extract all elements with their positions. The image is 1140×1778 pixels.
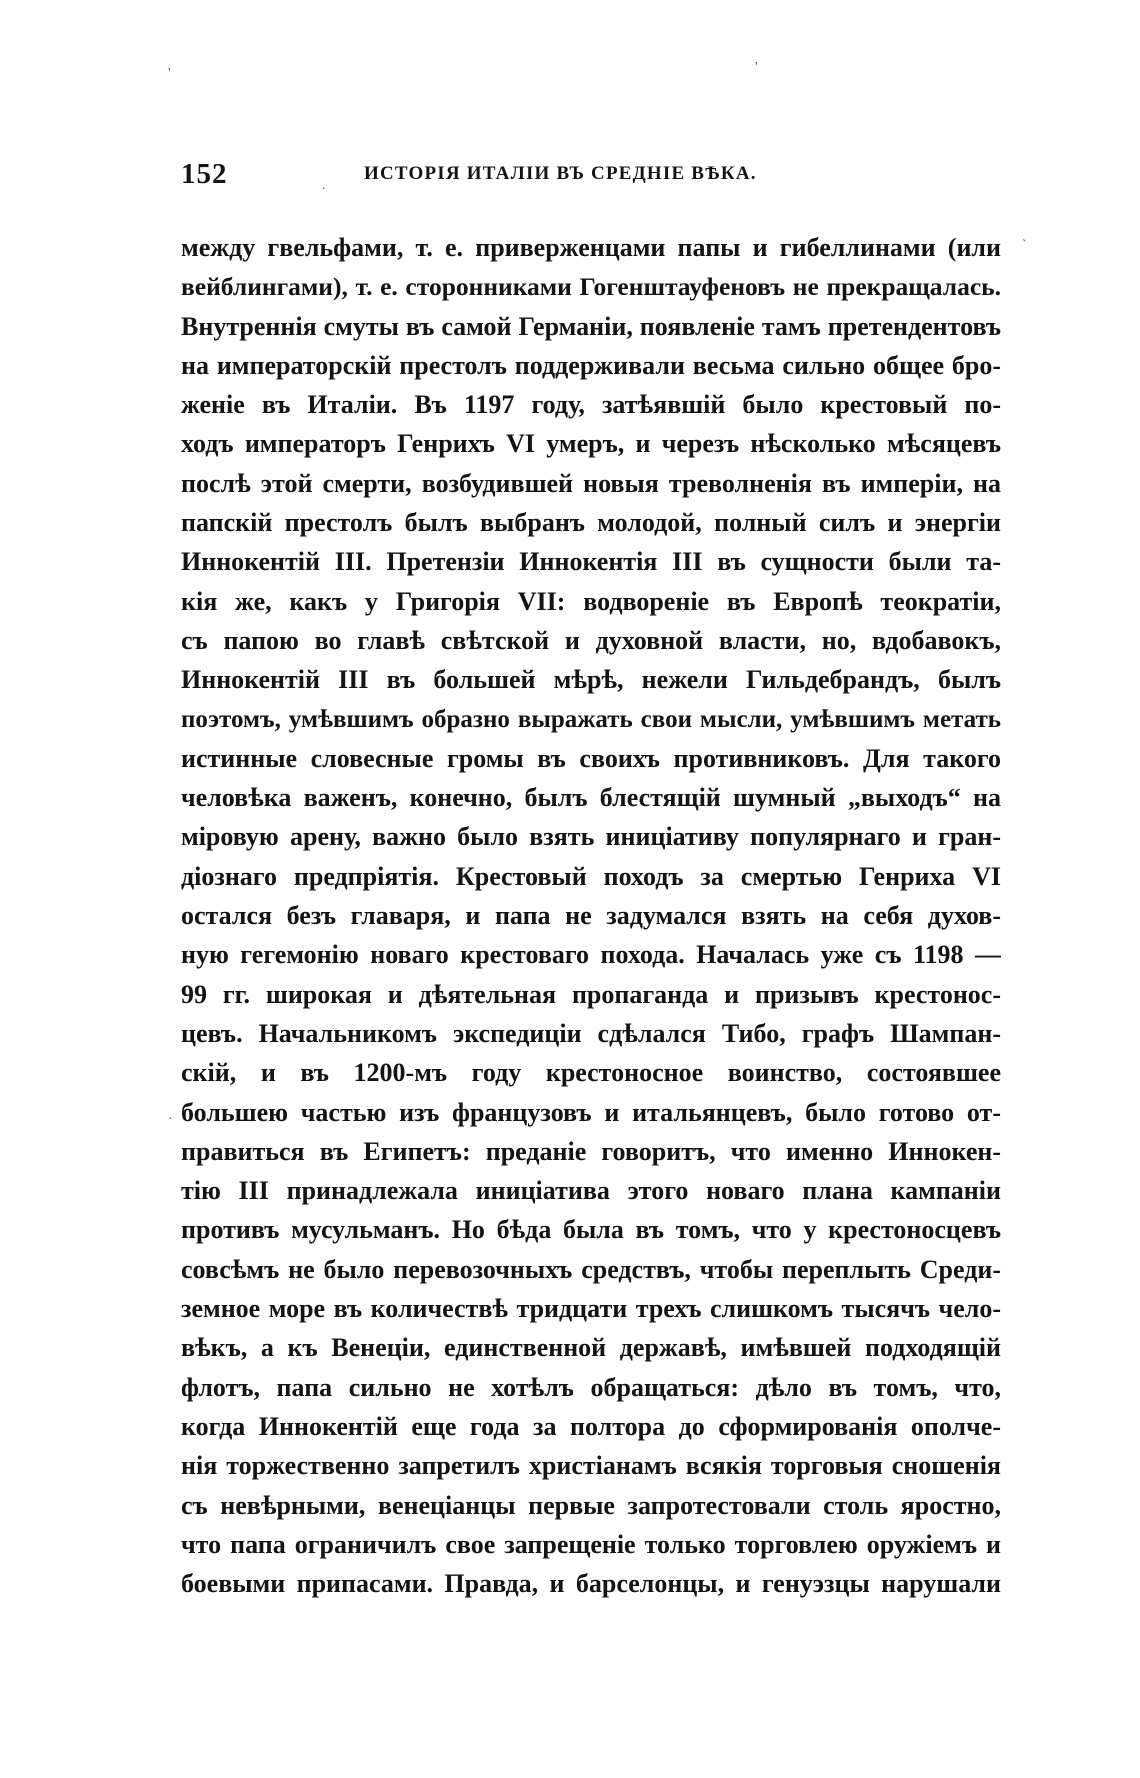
scan-speck: ˋ (1022, 238, 1027, 253)
text-line: Иннокентій III въ большей мѣрѣ, нежели Гильдебрандъ, былъ (181, 665, 1001, 695)
text-line: ходъ императоръ Генрихъ VI умеръ, и черезъ нѣсколько мѣсяцевъ (181, 429, 1001, 459)
scan-speck: · (168, 1112, 173, 1127)
text-line: противъ мусульманъ. Но бѣда была въ томъ, что у крестоносцевъ (181, 1215, 1001, 1245)
text-line: что папа ограничилъ свое запрещеніе только торговлею оружіемъ и (181, 1529, 1001, 1559)
text-line: діознаго предпріятія. Крестовый походъ за смертью Генриха VI (181, 861, 1001, 891)
text-line: послѣ этой смерти, возбудившей новыя треволненія въ имперіи, на (181, 468, 1001, 498)
text-line: папскій престолъ былъ выбранъ молодой, полный силъ и энергіи (181, 508, 1001, 538)
scan-speck: ' (755, 60, 758, 75)
text-line: большею частью изъ французовъ и итальянцевъ, было готово от- (181, 1097, 1001, 1127)
scan-speck: ' (168, 66, 171, 81)
text-line: вѣкъ, а къ Венеціи, единственной державѣ, имѣвшей подходящій (181, 1333, 1001, 1363)
text-line: 99 гг. широкая и дѣятельная пропаганда и призывъ крестонос- (181, 979, 1001, 1009)
text-line: между гвельфами, т. е. приверженцами папы и гибеллинами (или (181, 233, 1001, 262)
page-header (181, 158, 1001, 198)
text-line: на императорскій престолъ поддерживали весьма сильно общее бро- (181, 350, 1001, 380)
page-number: 152 (181, 158, 228, 190)
text-line: тію III принадлежала иниціатива этого новаго плана кампаніи (181, 1176, 1001, 1206)
text-line: Иннокентій III. Претензіи Иннокентія III въ сущности были та- (181, 547, 1001, 577)
running-title: ИСТОРІЯ ИТАЛІИ ВЪ СРЕДНІЕ ВѢКА. (364, 163, 757, 184)
text-line: остался безъ главаря, и папа не задумался взять на себя духов- (181, 901, 1001, 931)
scan-speck: . (322, 178, 326, 193)
text-line: міровую арену, важно было взять иниціативу популярнаго и гран- (181, 822, 1001, 852)
text-line: кія же, какъ у Григорія VII: водвореніе въ Европѣ теократіи, (181, 586, 1001, 616)
text-line: человѣка важенъ, конечно, былъ блестящій шумный „выходъ“ на (181, 783, 1001, 813)
text-line: скій, и въ 1200-мъ году крестоносное воинство, состоявшее (181, 1058, 1001, 1088)
text-line: нія торжественно запретилъ христіанамъ всякія торговыя сношенія (181, 1451, 1001, 1481)
text-line: совсѣмъ не было перевозочныхъ средствъ, чтобы переплыть Среди- (181, 1254, 1001, 1284)
text-line: боевыми припасами. Правда, и барселонцы, и генуэзцы нарушали (181, 1569, 1001, 1599)
text-line: флотъ, папа сильно не хотѣлъ обращаться: дѣло въ томъ, что, (181, 1372, 1001, 1402)
text-line: земное море въ количествѣ тридцати трехъ слишкомъ тысячъ чело- (181, 1294, 1001, 1324)
text-line: цевъ. Начальникомъ экспедиціи сдѣлался Тибо, графъ Шампан- (181, 1018, 1001, 1048)
text-line: Внутреннія смуты въ самой Германіи, появленіе тамъ претендентовъ (181, 311, 1001, 341)
text-line: съ невѣрными, венеціанцы первые запротестовали столь яростно, (181, 1490, 1001, 1520)
body-text (181, 228, 1001, 1603)
text-line: истинные словесные громы въ своихъ противниковъ. Для такого (181, 743, 1001, 773)
text-line: правиться въ Египетъ: преданіе говоритъ, что именно Иннокен- (181, 1136, 1001, 1166)
text-line: женіе въ Италіи. Въ 1197 году, затѣявшій было крестовый по- (181, 390, 1001, 420)
text-line: когда Иннокентій еще года за полтора до сформированія ополче- (181, 1411, 1001, 1441)
text-line: съ папою во главѣ свѣтской и духовной власти, но, вдобавокъ, (181, 625, 1001, 655)
text-line: вейблингами), т. е. сторонниками Гогенштауфеновъ не прекращалась. (181, 272, 1001, 302)
text-line: ную гегемонію новаго крестоваго похода. Началась уже съ 1198 — (181, 940, 1001, 970)
text-line: поэтомъ, умѣвшимъ образно выражать свои мысли, умѣвшимъ метать (181, 705, 1001, 733)
